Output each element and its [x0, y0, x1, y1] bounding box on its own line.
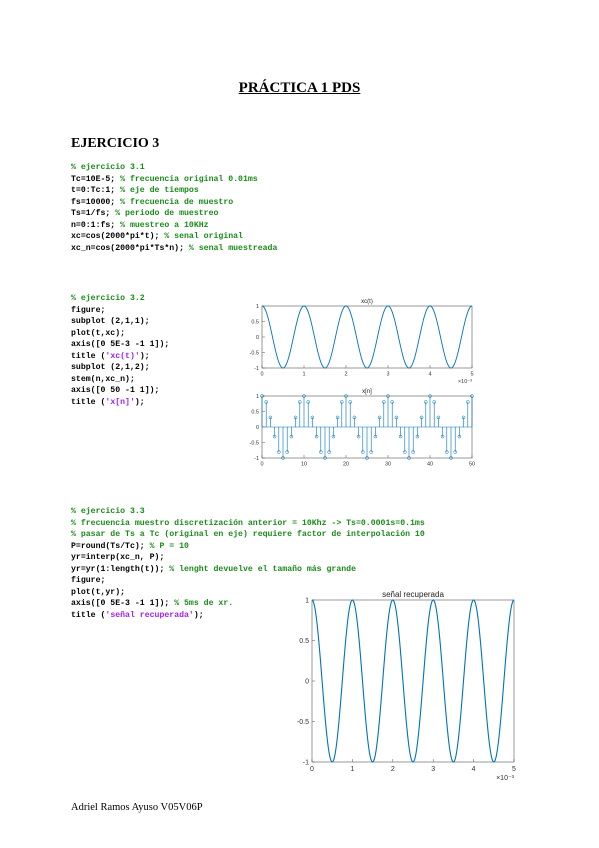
code-line [71, 374, 169, 386]
code-line [71, 564, 425, 576]
code-token-code: title ( [71, 397, 106, 407]
code-line [71, 518, 425, 530]
code-line [71, 506, 425, 518]
code-token-comment: % ejercicio 3.3 [71, 507, 145, 516]
code-token-code: ); [139, 351, 150, 361]
y-tick-label: 0.5 [251, 319, 259, 326]
code-line [71, 185, 277, 197]
code-token-code: plot(t,xc); [71, 328, 126, 338]
x-tick-label: 2 [344, 371, 348, 378]
code-token-comment: % ejercicio 3.1 [71, 163, 145, 172]
code-line [71, 243, 277, 255]
code-token-str: 'señal recuperada' [105, 610, 194, 620]
code-line [71, 174, 277, 186]
code-token-code: title ( [71, 351, 106, 361]
chart-title: señal recuperada [382, 590, 444, 599]
code-token-code: fs=10000; [71, 197, 121, 207]
x-tick-label: 0 [260, 371, 264, 378]
x-tick-label: 4 [471, 766, 476, 773]
y-tick-label: 1 [255, 393, 259, 400]
code-line [71, 397, 169, 409]
x-axis-exponent: ×10⁻³ [496, 775, 514, 782]
code-line [71, 197, 277, 209]
x-tick-label: 50 [468, 461, 476, 468]
x-tick-label: 1 [302, 371, 306, 378]
code-token-comment: % frecuencia de muestro [120, 197, 234, 207]
y-tick-label: 1 [305, 597, 309, 605]
x-tick-label: 3 [386, 371, 390, 378]
code-token-code: ); [134, 397, 145, 407]
code-line [71, 231, 277, 243]
code-line [71, 316, 169, 328]
code-line [71, 529, 425, 541]
code-line [71, 351, 169, 363]
x-tick-label: 40 [426, 461, 434, 468]
code-token-code: Ts=1/fs; [71, 209, 116, 218]
code-token-code: n=0:1:fs; [71, 220, 121, 230]
code-token-code: subplot (2,1,2); [71, 363, 150, 372]
page-title: PRÁCTICA 1 PDS [238, 80, 361, 96]
chart-x-n [244, 386, 480, 474]
code-token-comment: % eje de tiempos [120, 186, 199, 195]
code-token-comment: % senal muestreada [188, 243, 278, 253]
y-tick-label: -0.5 [249, 440, 259, 447]
y-tick-label: 0.5 [251, 409, 259, 416]
code-line [71, 362, 169, 374]
x-tick-label: 0 [310, 766, 314, 773]
code-token-comment: % muestreo a 10KHz [120, 220, 209, 230]
code-line [71, 208, 277, 220]
code-token-code: subplot (2,1,1); [71, 317, 150, 326]
chart-title: x[n] [362, 389, 372, 395]
code-token-comment: % frecuencia original 0.01ms [120, 174, 258, 184]
code-token-code: t=0:Tc:1; [71, 186, 121, 195]
x-tick-label: 1 [350, 766, 355, 773]
y-tick-label: 1 [255, 303, 259, 310]
y-tick-label: 0 [255, 424, 259, 431]
code-token-code: stem(n,xc_n); [71, 374, 135, 384]
code-token-code: axis([0 5E-3 -1 1]); [71, 599, 175, 608]
code-token-code: P=round(Ts/Tc); [71, 541, 150, 551]
x-tick-label: 5 [512, 766, 516, 773]
x-tick-label: 10 [300, 461, 308, 468]
code-token-comment: % 5ms de xr. [174, 599, 234, 608]
x-tick-label: 30 [384, 461, 392, 468]
code-token-comment: % frecuencia muestro discretización anterior = 10Khz -> Ts=0.0001s=0.1ms [71, 518, 425, 528]
code-token-code: title ( [71, 610, 106, 620]
x-tick-label: 3 [431, 766, 436, 773]
y-tick-label: 0.5 [299, 637, 309, 645]
y-tick-label: -1 [254, 455, 259, 462]
code-token-code: ); [193, 610, 204, 620]
x-tick-label: 0 [260, 461, 264, 468]
code-line [71, 305, 169, 317]
code-token-comment: % P = 10 [149, 541, 189, 551]
code-block-3-1 [71, 162, 277, 254]
code-token-str: 'x[n]' [105, 397, 135, 407]
x-tick-label: 4 [428, 371, 432, 378]
code-token-code: yr=yr(1:length(t)); [71, 564, 170, 574]
code-block-3-2 [71, 293, 169, 408]
code-token-comment: % periodo de muestreo [115, 209, 219, 218]
code-line [71, 541, 425, 553]
code-line [71, 293, 169, 305]
code-line [71, 162, 277, 174]
x-axis-exponent: ×10⁻³ [457, 379, 472, 384]
code-token-code: xc=cos(2000*pi*t); [71, 232, 165, 241]
chart-xc-t [244, 296, 480, 384]
code-token-code: yr=interp(xc_n, P); [71, 553, 165, 562]
code-line [71, 220, 277, 232]
code-token-code: figure; [71, 305, 106, 315]
code-token-code: axis([0 5E-3 -1 1]); [71, 340, 170, 349]
code-token-code: plot(t,yr); [71, 587, 126, 597]
code-token-code: xc_n=cos(2000*pi*Ts*n); [71, 243, 189, 253]
code-token-comment: % pasar de Ts a Tc (original en eje) requiere factor de interpolación 10 [71, 530, 425, 539]
footer-author: Adriel Ramos Ayuso V05V06P [71, 802, 203, 813]
code-line [71, 339, 169, 351]
code-token-code: axis([0 50 -1 1]); [71, 386, 160, 395]
chart-senal-recuperada [284, 588, 524, 788]
y-tick-label: -0.5 [249, 350, 259, 357]
code-line [71, 575, 425, 587]
code-token-comment: % ejercicio 3.2 [71, 294, 145, 303]
x-tick-label: 20 [342, 461, 350, 468]
code-token-code: figure; [71, 576, 106, 585]
y-tick-label: 0 [255, 334, 259, 341]
y-tick-label: 0 [305, 678, 309, 686]
chart-title: xc(t) [361, 299, 373, 305]
code-line [71, 328, 169, 340]
code-token-comment: % senal original [164, 232, 243, 241]
code-token-comment: % lenght devuelve el tamaño más grande [169, 564, 356, 574]
code-token-str: 'xc(t)' [105, 351, 140, 361]
section-title: EJERCICIO 3 [71, 136, 160, 151]
code-line [71, 385, 169, 397]
x-tick-label: 5 [470, 371, 474, 378]
code-token-code: Tc=10E-5; [71, 174, 121, 184]
y-tick-label: -1 [302, 759, 309, 767]
x-tick-label: 2 [390, 766, 395, 773]
y-tick-label: -0.5 [296, 718, 309, 726]
y-tick-label: -1 [254, 365, 259, 372]
code-line [71, 552, 425, 564]
